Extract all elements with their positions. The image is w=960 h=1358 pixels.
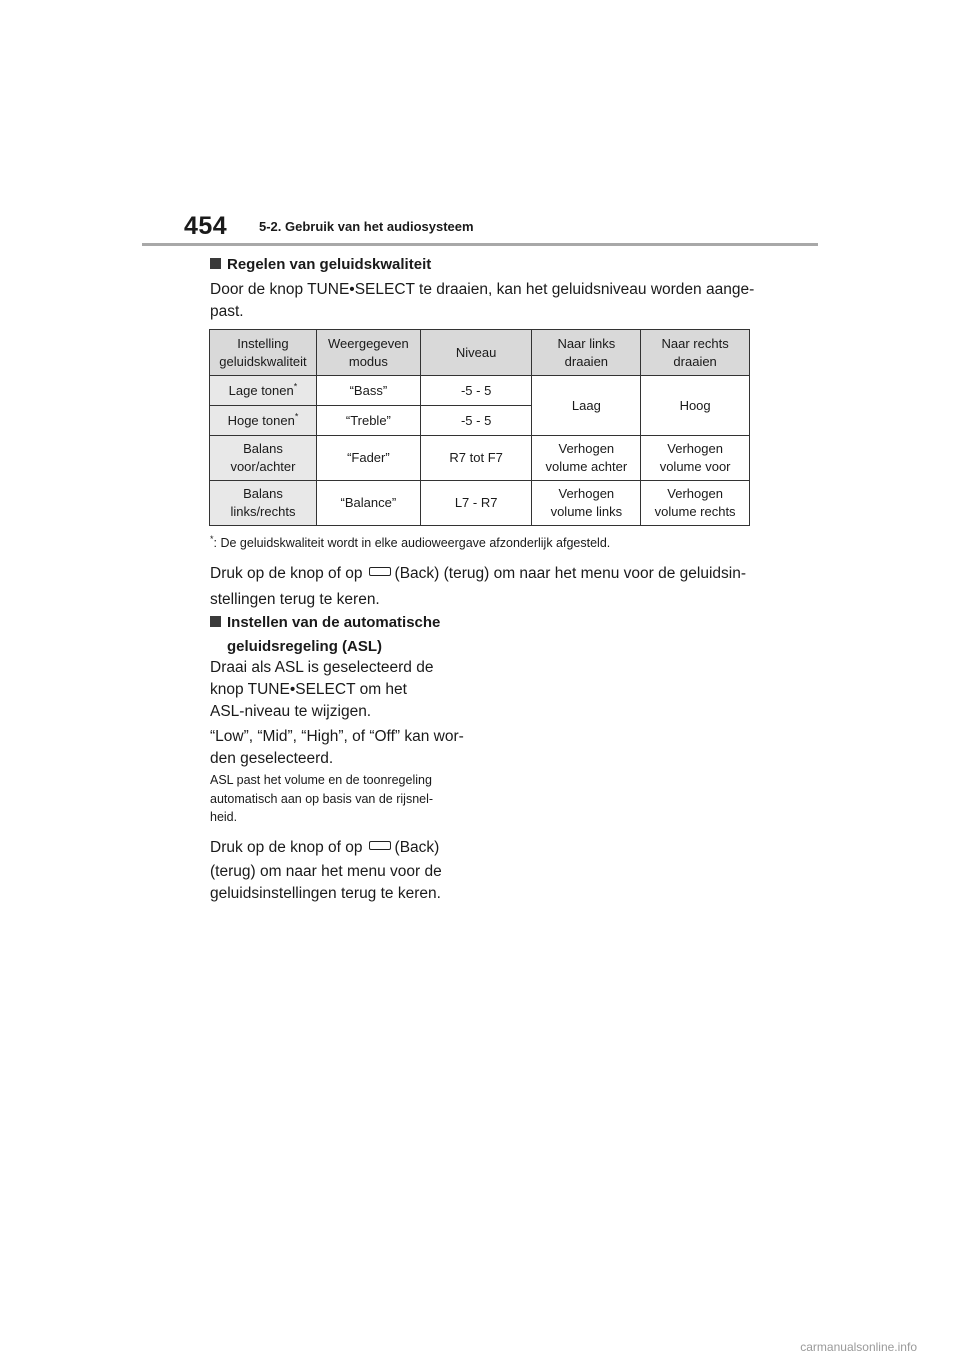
section-title: 5-2. Gebruik van het audiosysteem <box>259 219 474 234</box>
intro-paragraph <box>210 279 770 323</box>
asl-back-paragraph <box>210 837 480 905</box>
note-line: automatisch aan op basis van de rijsnel- <box>210 791 434 806</box>
table-row <box>210 436 750 481</box>
table-header-cell: Naar links draaien <box>532 330 641 376</box>
table-cell: Lage tonen* <box>210 376 317 406</box>
back-text: (terug) om naar het menu voor de <box>210 863 442 880</box>
table-cell: “Treble” <box>316 406 420 436</box>
table-row <box>210 376 750 406</box>
table-cell: Verhogen volume links <box>532 481 641 526</box>
section-heading-asl <box>210 612 440 658</box>
sound-settings-table <box>209 329 750 526</box>
back-button-icon <box>369 567 391 576</box>
table-header-cell: Niveau <box>420 330 532 376</box>
table-cell: Verhogen volume achter <box>532 436 641 481</box>
asl-line: knop TUNE•SELECT om het <box>210 681 407 698</box>
table-cell: Balans links/rechts <box>210 481 317 526</box>
table-cell: Laag <box>532 376 641 436</box>
asl-line: den geselecteerd. <box>210 750 334 767</box>
table-cell: Verhogen volume rechts <box>641 481 750 526</box>
square-bullet-icon <box>210 258 221 269</box>
heading-text: geluidsregeling (ASL) <box>227 638 383 655</box>
table-cell: Hoog <box>641 376 750 436</box>
back-text: (Back) (terug) om naar het menu voor de geluidsin- <box>394 565 747 582</box>
table-row <box>210 481 750 526</box>
table-cell: “Fader” <box>316 436 420 481</box>
back-text: (Back) <box>394 839 440 856</box>
asl-paragraph <box>210 657 470 723</box>
asl-line: ASL-niveau te wijzigen. <box>210 703 372 720</box>
table-footnote <box>210 534 610 553</box>
back-instruction-paragraph <box>210 563 770 611</box>
footnote-mark: * <box>210 533 214 544</box>
heading-text: Instellen van de automatische <box>227 614 441 631</box>
heading-text: Regelen van geluidskwaliteit <box>227 256 432 273</box>
table-header-cell: Naar rechts draaien <box>641 330 750 376</box>
table-cell: L7 - R7 <box>420 481 532 526</box>
table-cell: -5 - 5 <box>420 376 532 406</box>
table-cell: Balans voor/achter <box>210 436 317 481</box>
footnote-text: : De geluidskwaliteit wordt in elke audioweergave afzonderlijk afgesteld. <box>213 536 611 550</box>
note-line: ASL past het volume en de toonregeling <box>210 773 432 787</box>
table-cell: Verhogen volume voor <box>641 436 750 481</box>
back-text: stellingen terug te keren. <box>210 591 380 608</box>
table-header-cell: Weergegeven modus <box>316 330 420 376</box>
intro-line: past. <box>210 303 244 320</box>
watermark: carmanualsonline.info <box>800 1340 917 1354</box>
back-text: geluidsinstellingen terug te keren. <box>210 885 441 902</box>
asl-options-paragraph <box>210 726 470 770</box>
square-bullet-icon <box>210 616 221 627</box>
table-cell: -5 - 5 <box>420 406 532 436</box>
table-header-cell: Instelling geluidskwaliteit <box>210 330 317 376</box>
table-cell: “Bass” <box>316 376 420 406</box>
asl-line: Draai als ASL is geselecteerd de <box>210 659 434 676</box>
intro-line: Door de knop TUNE•SELECT te draaien, kan het geluidsniveau worden aange- <box>210 281 755 298</box>
back-text: Druk op de knop of op <box>210 839 363 856</box>
back-text: Druk op de knop of op <box>210 565 363 582</box>
asl-note <box>210 771 470 827</box>
section-heading-sound-quality <box>210 254 431 276</box>
table-header-row <box>210 330 750 376</box>
note-line: heid. <box>210 810 238 824</box>
page-number: 454 <box>184 212 228 240</box>
asl-line: “Low”, “Mid”, “High”, of “Off” kan wor- <box>210 728 464 745</box>
table-cell: R7 tot F7 <box>420 436 532 481</box>
table-cell: Hoge tonen* <box>210 406 317 436</box>
header-rule <box>142 243 818 246</box>
table-cell: “Balance” <box>316 481 420 526</box>
back-button-icon <box>369 841 391 850</box>
